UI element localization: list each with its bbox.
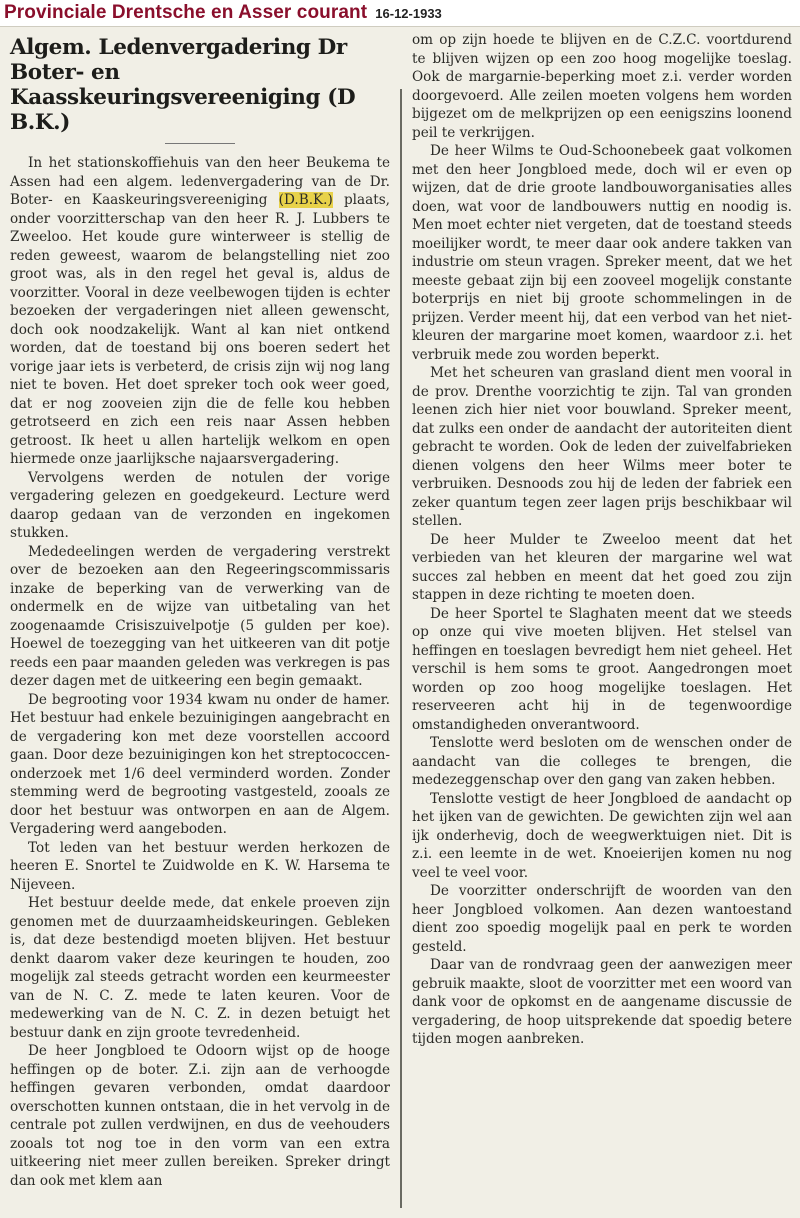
- article-column-right: [402, 27, 800, 1218]
- article-paragraph: om op zijn hoede te blijven en de C.Z.C. voortdurend te blijven wijzen op een zoo hoog mogelijke toeslag. Ook de margarnie-beperking moet z.i. verder worden doorgevoerd. Alle zeilen moeten volgens hem worden bijgezet om de melkprijzen op een eenigszins loonend peil te verkrijgen.: [412, 32, 792, 141]
- article-paragraph: De voorzitter onderschrijft de woorden van den heer Jongbloed volkomen. Aan dezen wantoestand dient zoo spoedig mogelijk paal en perk te worden gesteld.: [412, 883, 792, 955]
- highlighted-abbreviation: (D.B.K.): [278, 192, 333, 208]
- publication-date: 16-12-1933: [375, 6, 442, 21]
- article-paragraph: De heer Sportel te Slaghaten meent dat we steeds op onze qui vive moeten blijven. Het stelsel van heffingen en toeslagen bevredigt hem niet geheel. Het verschil is hem soms te groot. Aangedrongen moet worden op zoo hoog mogelijke toeslagen. Het reserveeren acht hij in de tegenwoordige omstandigheden onverantwoord.: [412, 605, 792, 733]
- article-headline: Algem. Ledenvergadering Dr Boter- en Kaasskeuringsvereeniging (D B.K.): [10, 35, 356, 135]
- masthead: [4, 2, 796, 26]
- article-paragraph: Daar van de rondvraag geen der aanwezigen meer gebruik maakte, sloot de voorzitter met een woord van dank voor de opkomst en de aangename discussie de vergadering, de hoop uitsprekende dat spoedig betere tijden mogen aanbreken.: [412, 957, 792, 1047]
- article-paragraph: Met het scheuren van grasland dient men vooral in de prov. Drenthe voorzichtig te zijn. Tal van gronden leenen zich hier niet voor bouwland. Spreker meent, dat zulks een onder de aandacht der autoriteiten dient gebracht te worden. Ook de leden der zuivelfabrieken dienen volgens den heer Wilms meer boter te verbruiken. Desnoods zou hij de leden der fabriek een zeker quantum tegen zeer lagen prijs beschikbaar wil stellen.: [412, 365, 792, 529]
- article-paragraph: Het bestuur deelde mede, dat enkele proeven zijn genomen met de duurzaamheidskeuringen. Gebleken is, dat deze bestendigd moeten blijven. Het bestuur denkt daarom vaker deze keuringen te houden, zoo mogelijk zal steeds getracht worden een keurmeester van de N. C. Z. mede te laten keuren. Voor de medewerking van de N. C. Z. in dezen betuigt het bestuur dank en zijn groote tevredenheid.: [10, 895, 390, 1041]
- article-paragraph: Tenslotte werd besloten om de wenschen onder de aandacht van die colleges te brengen, die medezeggenschap over den gang van zaken hebben.: [412, 735, 792, 788]
- article-paragraph: Vervolgens werden de notulen der vorige vergadering gelezen en goedgekeurd. Lecture werd daarop gedaan van de verzonden en ingekomen stukken.: [10, 469, 390, 541]
- article-paragraph: In het stationskoffiehuis van den heer Beukema te Assen had een algem. ledenvergadering van de Dr. Boter- en Kaaskeuringsvereeniging (D.B.K.) plaats, onder voorzitterschap van den heer R. J. Lubbers te Zweeloo. Het koude gure winterweer is stellig de reden geweest, waarom de belangstelling niet zoo groot was, als in den regel het geval is, aldus de voorzitter. Vooral in deze veelbewogen tijden is echter bezoeken der vergaderingen niet alleen gewenscht, doch ook noodzakelijk. Want al kan niet ontkend worden, dat de toestand bij ons boeren sedert het vorige jaar iets is verbeterd, de crisis zijn wij nog lang niet te boven. Het doet spreker toch ook weer goed, dat er nog zooveien zijn die de felle kou hebben getrotseerd en zich een reis naar Assen hebben getroost. Ik heet u allen hartelijk welkom en open hiermede onze jaarlijksche najaarsvergadering.: [10, 155, 390, 467]
- article-paragraph: De heer Jongbloed te Odoorn wijst op de hooge heffingen op de boter. Z.i. zijn aan de verhoogde heffingen gevaren verbonden, omdat daardoor overschotten kunnen ontstaan, die in het vervolg in de centrale pot zullen verdwijnen, en dus de veehouders zooals tot nog toe in den vorm van een extra uitkeering niet meer zullen bereiken. Spreker dringt dan ook met klem aan: [10, 1043, 390, 1189]
- article-column-left: [0, 27, 400, 1218]
- article-paragraph: De heer Mulder te Zweeloo meent dat het verbieden van het kleuren der margarine wel wat succes zal hebben en meent dat het goed zou zijn stappen in deze richting te moeten doen.: [412, 531, 792, 603]
- headline-divider: [165, 143, 235, 144]
- article-paragraph: De begrooting voor 1934 kwam nu onder de hamer. Het bestuur had enkele bezuinigingen aangebracht en de vergadering kon met deze voorstellen accoord gaan. Door deze bezuinigingen kon het streptococcen-onderzoek met 1/6 deel verminderd worden. Zonder stemming werd de begrooting vastgesteld, zooals ze door het bestuur was ontworpen en aan de Algem. Vergadering werd aangeboden.: [10, 691, 390, 837]
- article-paragraph: Tot leden van het bestuur werden herkozen de heeren E. Snortel te Zuidwolde en K. W. Harsema te Nijeveen.: [10, 839, 390, 893]
- article-paragraph: Tenslotte vestigt de heer Jongbloed de aandacht op het ijken van de gewichten. De gewichten zijn wel aan ijk onderhevig, doch de weegwerktuigen niet. Dit is z.i. een leemte in de wet. Knoeierijen komen nu nog veel te veel voor.: [412, 790, 792, 881]
- newspaper-title: Provinciale Drentsche en Asser courant: [4, 2, 368, 23]
- newspaper-clipping: [0, 26, 800, 1218]
- article-paragraph: Mededeelingen werden de vergadering verstrekt over de bezoeken aan den Regeeringscommissaris inzake de beperking van de verwerking van de ondermelk en de wijze van uitbetaling van het zoogenaamde Crisiszuivelpotje (5 gulden per koe). Hoewel de toezegging van het uitkeeren van dit potje reeds een paar maanden geleden was verkregen is pas dezer dagen met de uitkeering een begin gemaakt.: [10, 543, 390, 689]
- article-paragraph: De heer Wilms te Oud-Schoonebeek gaat volkomen met den heer Jongbloed mede, doch wil er even op wijzen, dat de drie groote landbouworganisaties alles doen, wat voor de landbouwers nuttig en noodig is. Men moet echter niet vergeten, dat de toestand steeds moeilijker wordt, te meer daar ook andere takken van industrie om steun vragen. Spreker meent, dat we het meeste gebaat zijn bij een zooveel mogelijk constante boterprijs en niet bij groote schommelingen in de prijzen. Verder meent hij, dat een verbod van het niet-kleuren der margarine moet komen, waardoor z.i. het verbruik mede zou worden beperkt.: [412, 143, 792, 363]
